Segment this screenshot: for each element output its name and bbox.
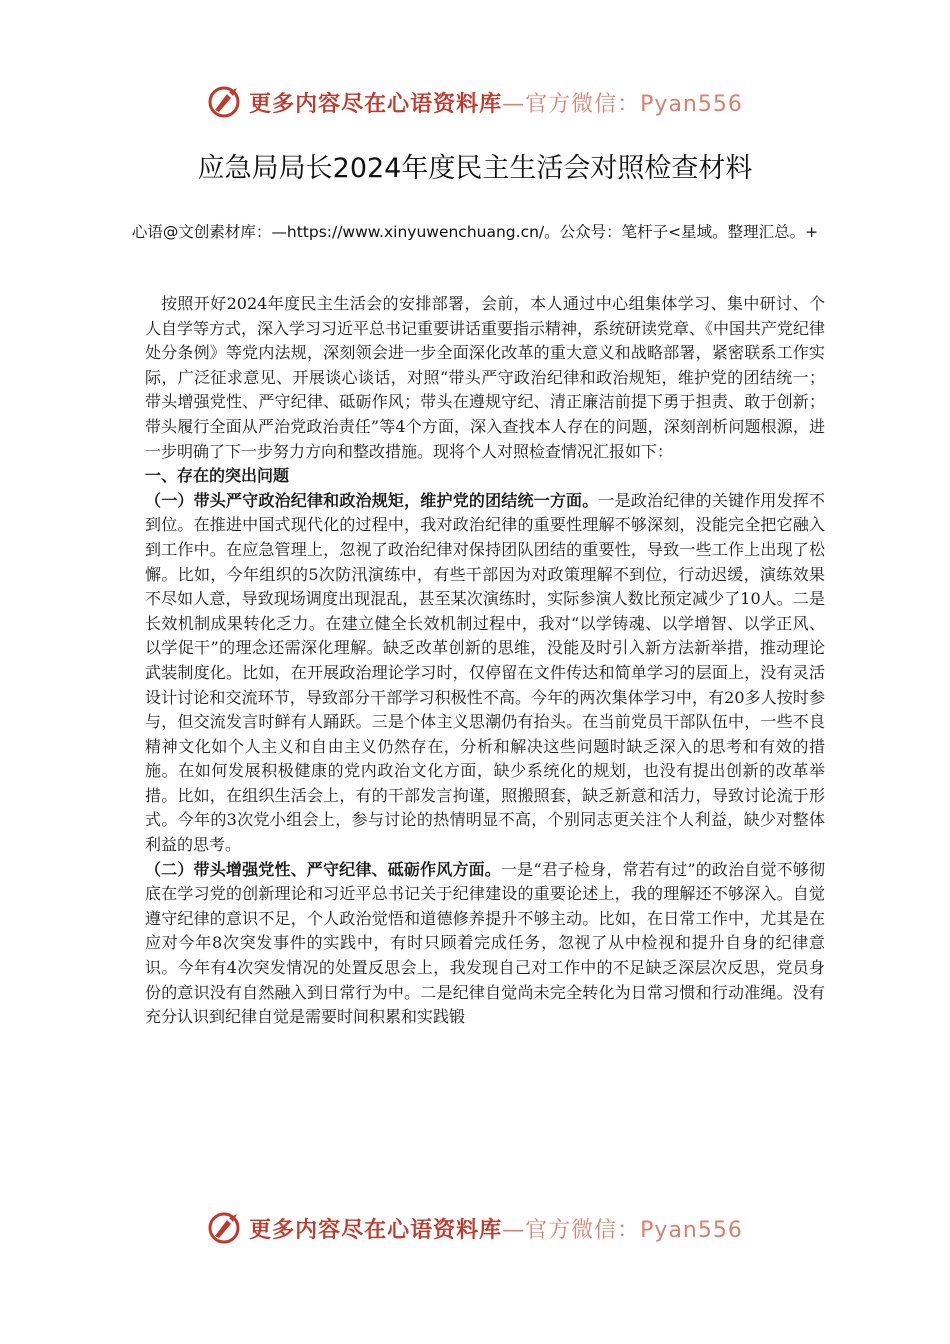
source-line: 心语@文创素材库：—https://www.xinyuwenchuang.cn/。公众号：笔杆子<星域。整理汇总。+ [131, 223, 819, 241]
watermark-banner-bottom [0, 1208, 950, 1248]
subsection-2 [145, 858, 825, 1030]
watermark-banner-top [0, 82, 950, 122]
section-heading: 一、存在的突出问题 [145, 466, 290, 486]
banner-text: 更多内容尽在心语资料库—官方微信：Pyan556 [249, 1217, 743, 1243]
subsection-1-lead: （一）带头严守政治纪律和政治规矩，维护党的团结统一方面。 [145, 490, 599, 510]
document-title: 应急局局长2024年度民主生活会对照检查材料 [197, 153, 753, 184]
subsection-1 [145, 489, 825, 858]
intro-paragraph: 按照开好2024年度民主生活会的安排部署，会前，本人通过中心组集体学习、集中研讨、个人自学等方式，深入学习习近平总书记重要讲话重要指示精神，系统研读党章、《中国共产党纪律处分条例》等党内法规，深刻领会进一步全面深化改革的重大意义和战略部署，紧密联系工作实际，广泛征求意见、开展谈心谈话，对照“带头严守政治纪律和政治规矩，维护党的团结统一；带头增强党性、严守纪律、砥砺作风；带头在遵规守纪、清正廉洁前提下勇于担责、敢于创新；带头履行全面从严治党政治责任”等4个方面，深入查找本人存在的问题，深刻剖析问题根源，进一步明确了下一步努力方向和整改措施。现将个人对照检查情况汇报如下： [145, 294, 826, 461]
subsection-2-lead: （二）带头增强党性、严守纪律、砥砺作风方面。 [145, 859, 501, 879]
logo-icon [207, 84, 243, 120]
subsection-1-body: 一是政治纪律的关键作用发挥不到位。在推进中国式现代化的过程中，我对政治纪律的重要性理解不够深刻，没能完全把它融入到工作中。在应急管理上，忽视了政治纪律对保持团队团结的重要性，导致一些工作上出现了松懈。比如，今年组织的5次防汛演练中，有些干部因为对政策理解不到位，行动迟缓，演练效果不尽如人意，导致现场调度出现混乱，甚至某次演练时，实际参演人数比预定减少了10人。二是长效机制成果转化乏力。在建立健全长效机制过程中，我对“以学铸魂、以学增智、以学正风、以学促干”的理念还需深化理解。缺乏改革创新的思维，没能及时引入新方法新举措，推动理论武装制度化。比如，在开展政治理论学习时，仅停留在文件传达和简单学习的层面上，没有灵活设计讨论和交流环节，导致部分干部学习积极性不高。今年的两次集体学习中，有20多人按时参与，但交流发言时鲜有人踊跃。三是个体主义思潮仍有抬头。在当前党员干部队伍中，一些不良精神文化如个人主义和自由主义仍然存在，分析和解决这些问题时缺乏深入的思考和有效的措施。在如何发展积极健康的党内政治文化方面，缺少系统化的规划，也没有提出创新的改革举措。比如，在组织生活会上，有的干部发言拘谨，照搬照套，缺乏新意和活力，导致讨论流于形式。今年的3次党小组会上，参与讨论的热情明显不高，个别同志更关注个人利益，缺少对整体利益的思考。 [145, 490, 825, 855]
document-body [145, 292, 825, 1030]
banner-text: 更多内容尽在心语资料库—官方微信：Pyan556 [249, 91, 743, 117]
logo-icon [207, 1210, 243, 1246]
subsection-2-body: 一是“君子检身，常若有过”的政治自觉不够彻底在学习党的创新理论和习近平总书记关于纪律建设的重要论述上，我的理解还不够深入。自觉遵守纪律的意识不足，个人政治觉悟和道德修养提升不够主动。比如，在日常工作中，尤其是在应对今年8次突发事件的实践中，有时只顾着完成任务，忽视了从中检视和提升自身的纪律意识。今年有4次突发情况的处置反思会上，我发现自己对工作中的不足缺乏深层次反思，党员身份的意识没有自然融入到日常行为中。二是纪律自觉尚未完全转化为日常习惯和行动准绳。没有充分认识到纪律自觉是需要时间积累和实践锻 [145, 859, 825, 1027]
